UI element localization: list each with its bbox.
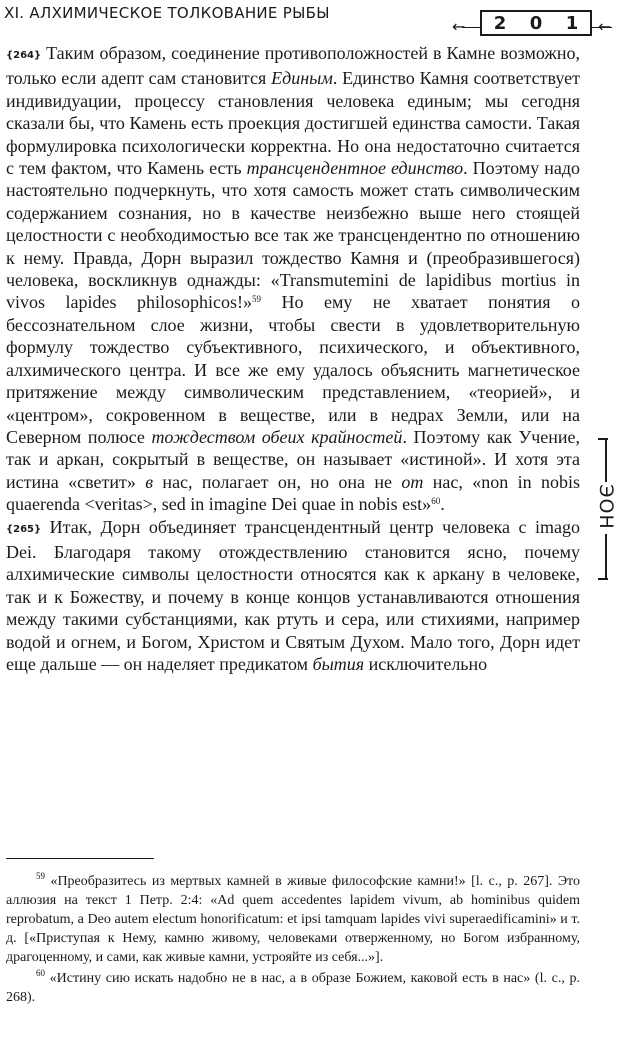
paragraph-number: {265} — [6, 523, 42, 535]
footnotes — [6, 872, 580, 1009]
main-text — [6, 42, 580, 675]
text-run: . — [440, 494, 445, 515]
footnote-mark: 59 — [36, 871, 45, 881]
side-tab-bar — [605, 534, 607, 580]
footnote-mark: 60 — [36, 968, 45, 978]
italic-text: трансцендентное единство — [246, 158, 464, 179]
italic-text: в — [145, 471, 154, 492]
page-header — [2, 0, 618, 38]
side-tab-bar — [605, 438, 607, 482]
running-head: XI. АЛХИМИЧЕСКОЕ ТОЛКОВАНИЕ РЫБЫ — [4, 4, 330, 22]
text-run: нас, «non in nobis quaerenda <veritas>, sed in imagine Dei quae in nobis est» — [6, 471, 580, 515]
side-tab-cap — [598, 578, 608, 580]
page-number-digit: 1 — [565, 12, 579, 34]
text-run: Итак, Дорн объединяет трансцендентный центр человека с imago Dei. Благодаря такому отождествлению становится ясно, почему алхимические символы целостности относятся как к аркану в человеке, так и к Божеству, и почему в конце концов устанавливаются отношения между такими субстанциями, как ртуть и сера, или стихиями, например водой и огнем, и Богом, Христом и Святым Духом. Мало того, Дорн идет еще дальше — он наделяет предикатом — [6, 516, 580, 674]
paragraph-body — [6, 517, 580, 674]
page-number-digit: 0 — [529, 12, 543, 34]
footnote-text: «Истину сию искать надобно не в нас, а в образе Божием, каковой есть в нас» (l. c., p. 268). — [6, 971, 580, 1005]
paragraph-number: {264} — [6, 50, 42, 61]
side-tab-label: ЭОН — [595, 484, 617, 530]
italic-text: Единым — [271, 68, 333, 89]
footnote — [6, 969, 580, 1007]
footnote-rule — [6, 858, 154, 859]
paragraph — [6, 42, 580, 516]
text-run: Таким образом, соединение противоположностей в Камне возможно, только если адепт сам становится — [6, 43, 580, 89]
italic-text: тождеством обеих крайностей — [151, 426, 403, 447]
footnote-ref: 59 — [251, 294, 261, 305]
text-run: . Поэтому надо настоятельно подчеркнуть, что хотя самость может стать символическим содержанием сознания, но в качестве неизбежно выше него стоящей целостности с необходимостью все так же трансцендентно по отношению к нему. Правда, Дорн выразил тождество Камня и (преобразившегося) человека, воскликнув однажды: «Transmutemini de lapidibus mortius in vivos lapides philosophicos!» — [6, 158, 580, 313]
footnote — [6, 872, 580, 967]
page-number-digit: 2 — [493, 12, 507, 34]
paragraph — [6, 516, 580, 676]
text-run: нас, полагает он, но она не — [153, 471, 402, 492]
italic-text: от — [401, 471, 424, 492]
text-run: . Единство Камня соответствует индивидуации, процессу становления человека единым; мы сегодня сказали бы, что Камень есть проекция достигшей единства самости. Такая формулировка психологически корректна. Но она недостаточно считается с тем фактом, что Камень есть — [6, 68, 580, 179]
left-arrow-icon: ← — [452, 17, 466, 36]
text-run: . Поэтому как Учение, так и аркан, сокрытый в веществе, он называет «истиной». И хотя эта истина «светит» — [6, 426, 581, 492]
footnote-text: «Преобразитесь из мертвых камней в живые философские камни!» [l. c., p. 267]. Это аллюзия на текст 1 Петр. 2:4: «Ad quem accedentes lapidem vivum, ab hominibus quidem reprobatum, a Deo autem electum honorificatum: et ipsi tamquam lapides vivi superaedificamini» и т. д. [«Приступая к Нему, камню живому, человеками отверженному, но Богом избранному, драгоценному, и сами, как живые камни, устрояйте из себя...»]. — [6, 874, 580, 965]
paragraph-body — [6, 43, 580, 514]
text-run: Но ему не хватает понятия о бессознательном слое жизни, чтобы свести в удовлетворительную формулу тождество субъективного, психического, и объективного, алхимического центра. И все же ему удалось объяснить магнетическое притяжение между символическим представлением, «теорией», и «центром», сокровенном в веществе, или в недрах Земли, или на Северном полюсе — [6, 292, 580, 447]
right-arrow-icon: ← — [598, 17, 612, 36]
footnote-ref: 60 — [431, 496, 441, 507]
text-run: исключительно — [364, 653, 488, 674]
side-tab — [590, 438, 620, 580]
italic-text: бытия — [312, 653, 365, 674]
page-number-box — [480, 10, 592, 36]
